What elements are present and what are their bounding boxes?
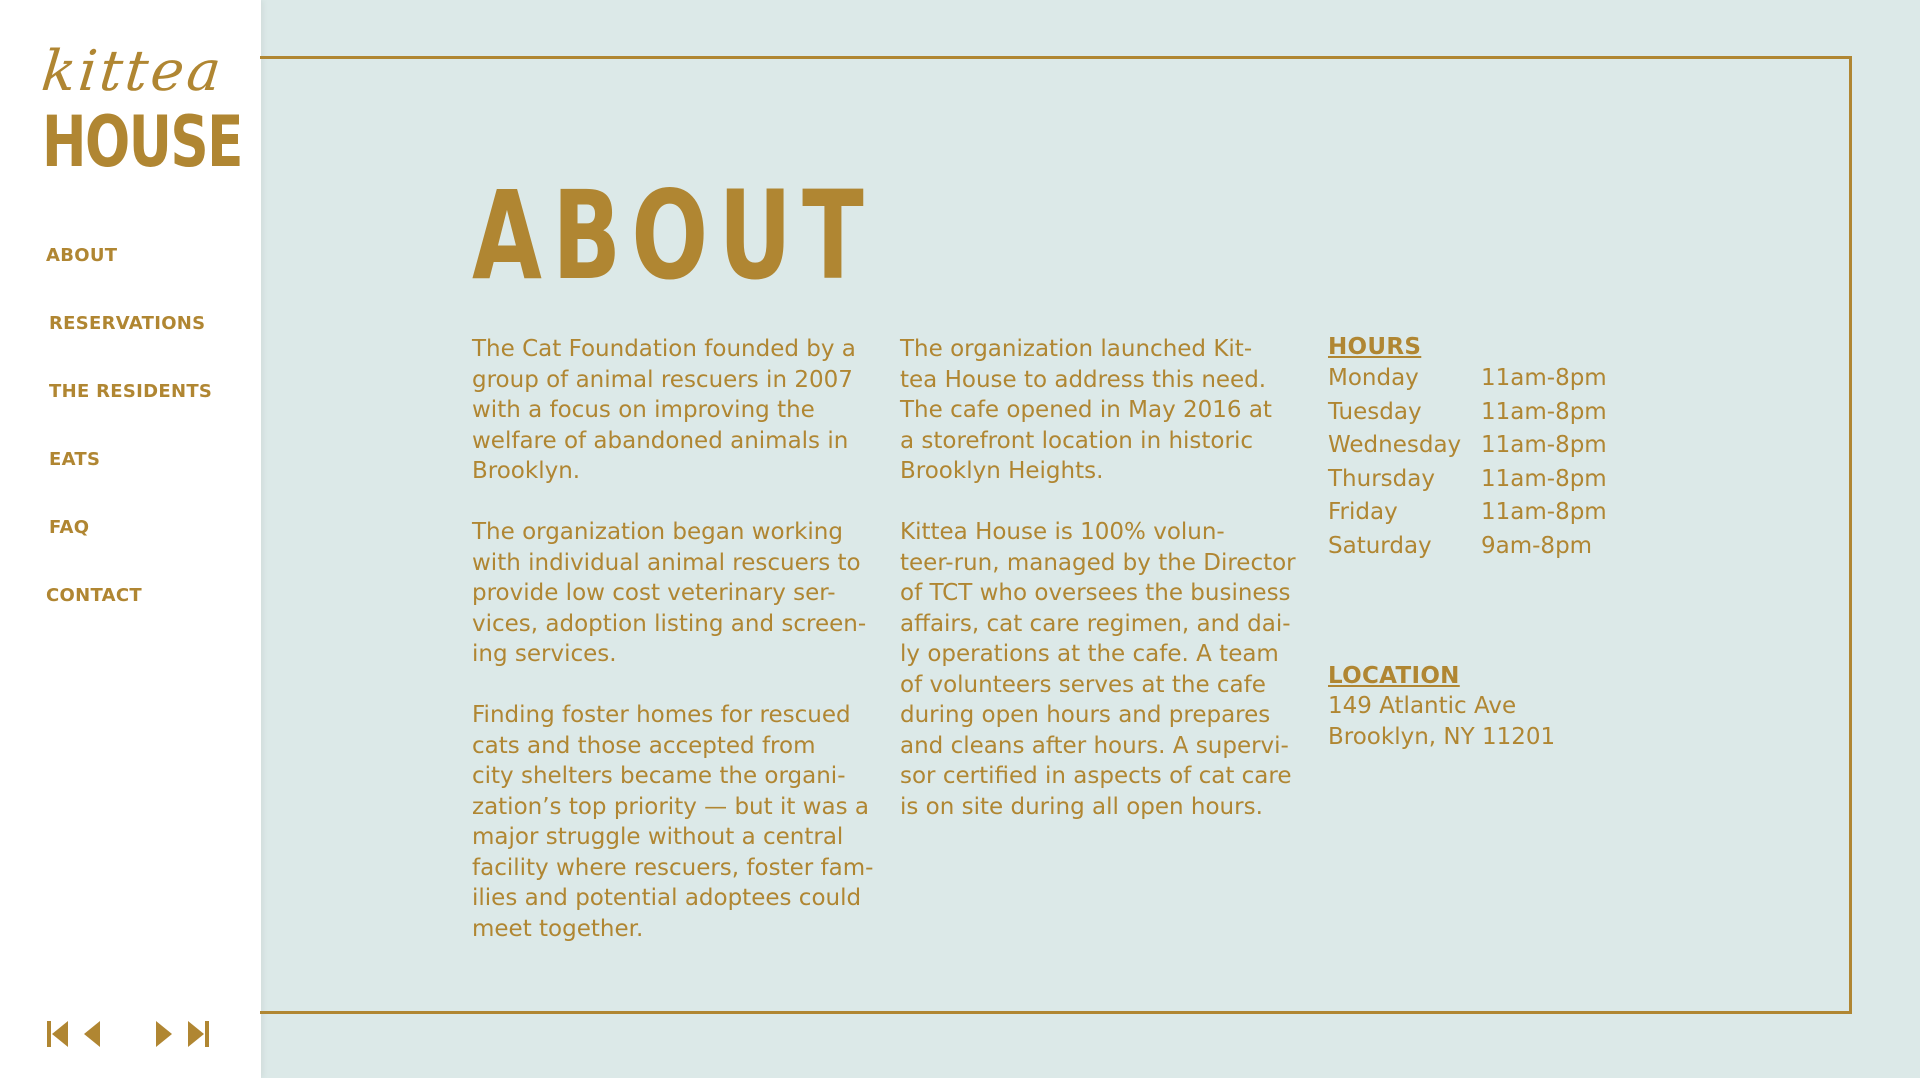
hours-day: Thursday bbox=[1328, 465, 1435, 492]
about-paragraph: The organization began working with individual animal rescuers to provide low cost veterinary ser- vices, adoption listing and screen- ing services. bbox=[472, 519, 867, 667]
previous-button[interactable] bbox=[82, 1020, 102, 1048]
about-paragraph: The Cat Foundation founded by a group of animal rescuers in 2007 with a focus on improving the welfare of abandoned animals in Brooklyn. bbox=[472, 336, 856, 484]
skip-to-first-icon bbox=[46, 1020, 70, 1048]
hours-row bbox=[1328, 362, 1607, 396]
nav-item-the-residents[interactable]: THE RESIDENTS bbox=[49, 381, 213, 402]
nav-item-eats[interactable]: EATS bbox=[49, 449, 101, 470]
hours-row bbox=[1328, 463, 1607, 497]
about-column-2 bbox=[900, 334, 1320, 853]
about-paragraph: The organization launched Kit- tea House to address this need. The cafe opened in May 2016 at a storefront location in historic Brooklyn Heights. bbox=[900, 336, 1272, 484]
hours-time: 11am-8pm bbox=[1481, 398, 1607, 425]
hours-time: 11am-8pm bbox=[1481, 365, 1607, 391]
nav-item-reservations[interactable]: RESERVATIONS bbox=[49, 313, 206, 334]
kittea-house-logo[interactable] bbox=[38, 39, 243, 183]
hours-day: Wednesday bbox=[1328, 432, 1462, 458]
nav-item-contact[interactable]: CONTACT bbox=[46, 585, 142, 606]
skip-to-last-icon bbox=[186, 1020, 210, 1048]
logo-script-text: kittea bbox=[38, 39, 227, 104]
hours-time: 11am-8pm bbox=[1481, 465, 1607, 492]
page-title: ABOUT bbox=[472, 165, 875, 307]
next-icon bbox=[154, 1020, 174, 1048]
skip-to-last-button[interactable] bbox=[186, 1020, 210, 1048]
hours-heading: HOURS bbox=[1328, 334, 1422, 360]
address-line-1: 149 Atlantic Ave bbox=[1328, 693, 1517, 719]
about-paragraph: Finding foster homes for rescued cats and those accepted from city shelters became the organi- zation’s top priority — but it was a major struggle without a central facility where rescuers, foster fam- ilies and potential adoptees could meet together. bbox=[472, 702, 874, 942]
about-paragraph: Kittea House is 100% volun- teer-run, managed by the Director of TCT who oversees the business affairs, cat care regimen, and dai- ly operations at the cafe. A team of volunteers serves at the cafe during open hours and prepares and cleans after hours. A supervi- sor certified in aspects of cat care is on site during all open hours. bbox=[900, 519, 1296, 820]
location-heading: LOCATION bbox=[1328, 663, 1460, 689]
hours-time: 11am-8pm bbox=[1481, 432, 1607, 458]
hours-row bbox=[1328, 429, 1607, 463]
hours-row bbox=[1328, 496, 1607, 530]
logo-word-text: HOUSE bbox=[42, 101, 243, 183]
nav-item-faq[interactable]: FAQ bbox=[49, 517, 90, 538]
about-column-1 bbox=[472, 334, 892, 975]
location-section bbox=[1328, 661, 1555, 752]
previous-icon bbox=[82, 1020, 102, 1048]
hours-time: 11am-8pm bbox=[1481, 499, 1607, 525]
next-button[interactable] bbox=[154, 1020, 174, 1048]
sidebar bbox=[0, 0, 261, 1078]
hours-day: Saturday bbox=[1328, 532, 1432, 559]
address-line-2: Brooklyn, NY 11201 bbox=[1328, 723, 1556, 750]
nav-item-about[interactable]: ABOUT bbox=[46, 245, 118, 266]
hours-day: Tuesday bbox=[1328, 398, 1422, 425]
hours-section bbox=[1328, 332, 1607, 563]
skip-to-first-button[interactable] bbox=[46, 1020, 70, 1048]
hours-row bbox=[1328, 396, 1607, 430]
hours-time: 9am-8pm bbox=[1481, 532, 1593, 559]
hours-day: Monday bbox=[1328, 365, 1419, 391]
hours-day: Friday bbox=[1328, 499, 1398, 525]
hours-row bbox=[1328, 530, 1607, 564]
